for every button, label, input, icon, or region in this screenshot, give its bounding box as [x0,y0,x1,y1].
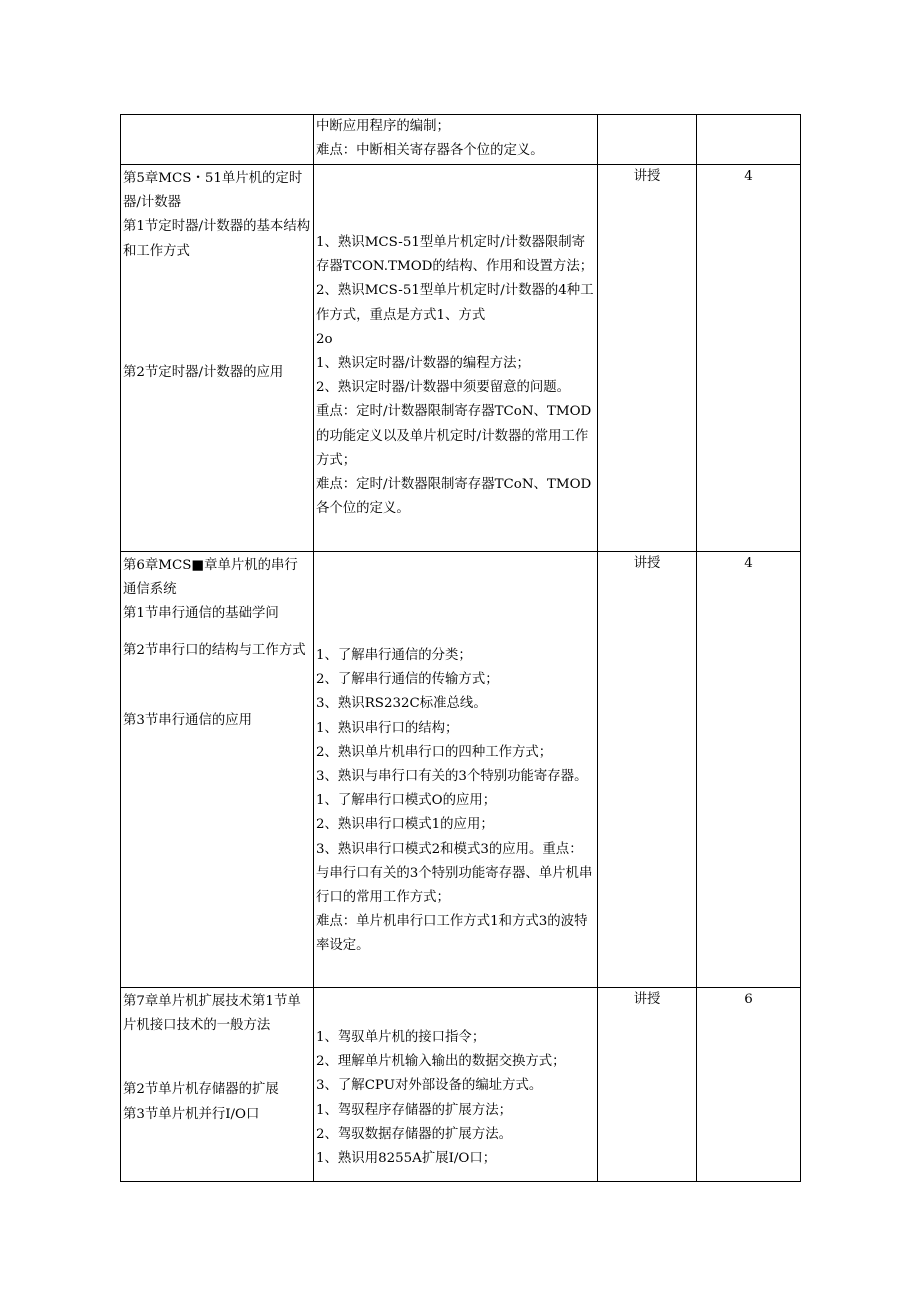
section-title: 第2节单片机存储器的扩展 [123,1082,279,1098]
content-line: 中断应用程序的编制； [316,119,450,134]
section-title: 第1节定时器/计数器的基本结构和工作方式 [123,219,311,259]
content-cell [314,165,598,552]
content-line: 1、熟识用8255A扩展I/O口； [316,1151,497,1167]
table-row [121,988,801,1182]
section-title: 第3节单片机并行I/O口 [123,1106,260,1122]
hours-cell [697,115,801,165]
hours-cell: 6 [697,988,801,1182]
content-line: 重点：定时/计数器限制寄存器TCoN、TMOD的功能定义以及单片机定时/计数器的常用工作方式； [316,404,592,468]
content-line: 2、理解单片机输入输出的数据交换方式； [316,1054,566,1070]
content-cell [314,988,598,1182]
content-line: 2、驾驭数据存储器的扩展方法。 [316,1126,512,1142]
content-line: 2、了解串行通信的传输方式； [316,672,499,688]
chapter-title: 第7章单片机扩展技术第1节单片机接口技术的一般方法 [123,994,301,1034]
table-row [121,115,801,165]
content-line: 3、熟识RS232C标准总线。 [316,696,487,712]
chapter-cell [121,165,314,552]
content-line: 1、了解串行口模式O的应用； [316,793,497,809]
content-line: 2、熟识定时器/计数器中须要留意的问题。 [316,380,571,396]
method-cell: 讲授 [598,165,697,552]
chapter-title: 第6章MCS■章单片机的串行通信系统 [123,558,298,598]
table-row [121,165,801,552]
chapter-cell [121,115,314,165]
content-cell [314,115,598,165]
content-line: 1、熟识MCS-51型单片机定时/计数器限制寄存器TCON.TMOD的结构、作用和设置方法； [316,235,594,275]
section-title: 第2节定时器/计数器的应用 [123,364,284,380]
content-line: 难点：单片机串行口工作方式1和方式3的波特率设定。 [316,914,588,954]
content-line: 难点：定时/计数器限制寄存器TCoN、TMOD各个位的定义。 [316,477,592,517]
content-line: 2、熟识单片机串行口的四种工作方式； [316,744,553,760]
content-line: 3、了解CPU对外部设备的编址方式。 [316,1078,543,1094]
spacer [123,663,311,709]
section-title: 第1节串行通信的基础学问 [123,606,279,622]
content-cell [314,552,598,988]
chapter-cell [121,988,314,1182]
spacer [316,552,595,644]
spacer [123,264,311,361]
method-cell: 讲授 [598,988,697,1182]
content-line: 2、熟识串行口模式1的应用； [316,817,494,833]
chapter-title: 第5章MCS・51单片机的定时器/计数器 [123,171,303,211]
content-line: 1、熟识串行口的结构； [316,720,459,736]
method-cell: 讲授 [598,552,697,988]
content-line: 2o [316,331,333,347]
spacer [316,988,595,1026]
hours-cell: 4 [697,552,801,988]
chapter-cell [121,552,314,988]
spacer [123,627,311,639]
spacer [316,165,595,231]
content-line: 难点：中断相关寄存器各个位的定义。 [316,143,544,159]
section-title: 第2节串行口的结构与工作方式 [123,642,306,658]
content-line: 1、驾驭单片机的接口指令； [316,1030,486,1045]
section-title: 第3节串行通信的应用 [123,712,253,728]
syllabus-table [120,114,801,1182]
method-cell [598,115,697,165]
content-line: 1、驾驭程序存储器的扩展方法； [316,1102,512,1118]
content-line: 1、熟识定时器/计数器的编程方法； [316,356,530,372]
content-line: 2、熟识MCS-51型单片机定时/计数器的4种工作方式，重点是方式1、方式 [316,283,594,323]
content-line: 1、了解串行通信的分类； [316,648,472,663]
spacer [123,1038,311,1078]
hours-cell: 4 [697,165,801,552]
content-line: 3、熟识与串行口有关的3个特别功能寄存器。 [316,769,588,785]
content-line: 3、熟识串行口模式2和模式3的应用。重点：与串行口有关的3个特别功能寄存器、单片机串行口的常用工作方式； [316,841,593,906]
table-row [121,552,801,988]
